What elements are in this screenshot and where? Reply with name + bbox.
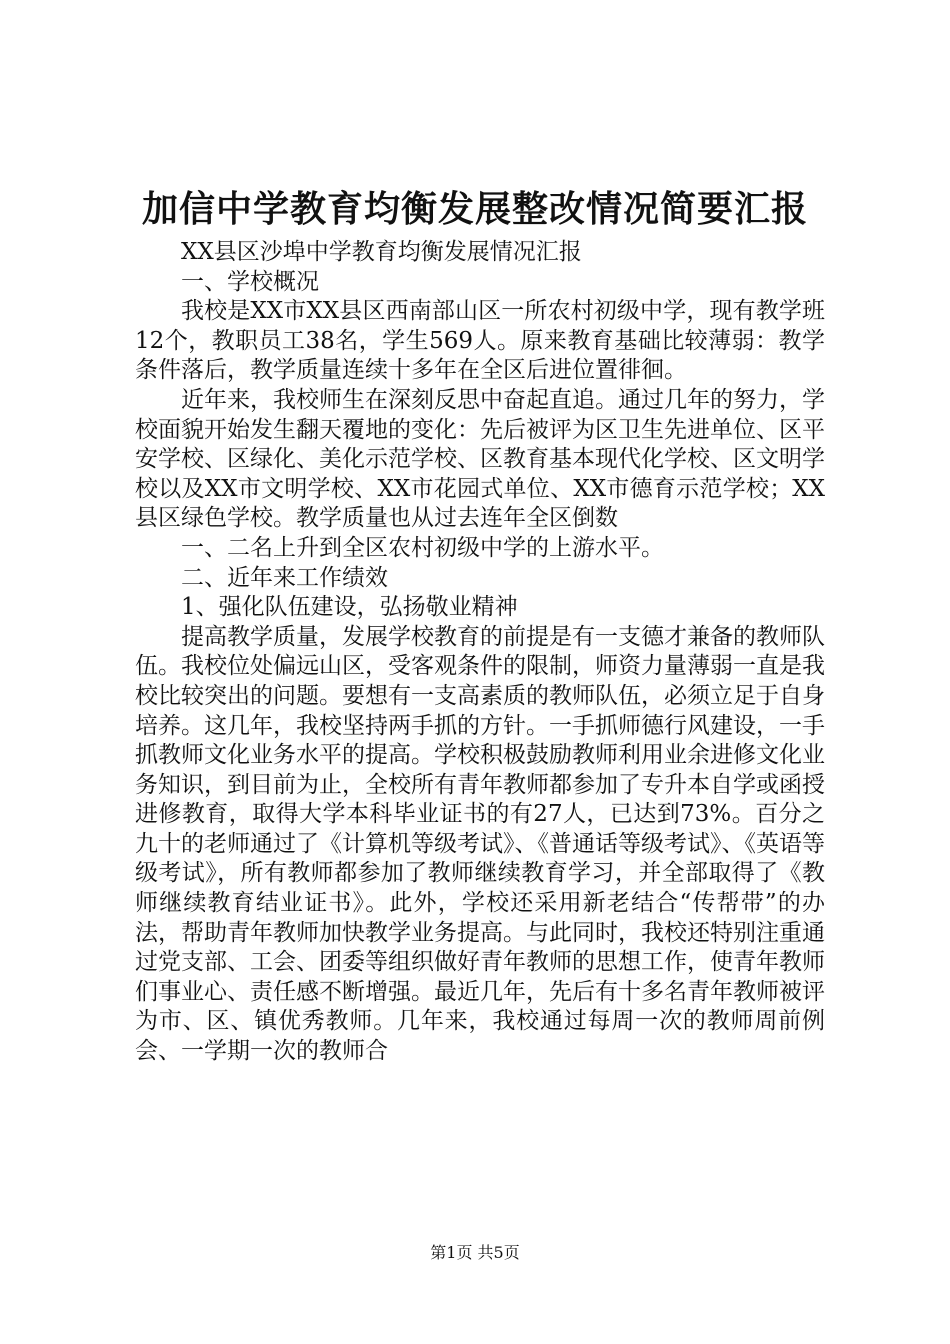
document-title: 加信中学教育均衡发展整改情况简要汇报: [141, 188, 808, 230]
document-body: [135, 238, 825, 1067]
paragraph-heading-school-overview: 一、学校概况: [181, 268, 319, 295]
paragraph-heading-team-building: 1、强化队伍建设，弘扬敬业精神: [181, 594, 518, 621]
paragraph-school-intro: 我校是XX市XX县区西南部山区一所农村初级中学，现有教学班12个，教职员工38名，学生569人。原来教育基础比较薄弱：教学条件落后，教学质量连续十多年在全区后进位置徘徊。: [135, 298, 825, 384]
paragraph-ranking: 一、二名上升到全区农村初级中学的上游水平。: [181, 534, 664, 561]
paragraph-team-building-detail: 提高教学质量，发展学校教育的前提是有一支德才兼备的教师队伍。我校位处偏远山区，受客观条件的限制，师资力量薄弱一直是我校比较突出的问题。要想有一支高素质的教师队伍，必须立足于自身培养。这几年，我校坚持两手抓的方针。一手抓师德行风建设，一手抓教师文化业务水平的提高。学校积极鼓励教师利用业余进修文化业务知识，到目前为止，全校所有青年教师都参加了专升本自学或函授进修教育，取得大学本科毕业证书的有27人，已达到73%。百分之九十的老师通过了《计算机等级考试》、《普通话等级考试》、《英语等级考试》，所有教师都参加了教师继续教育学习，并全部取得了《教师继续教育结业证书》。此外，学校还采用新老结合“传帮带”的办法，帮助青年教师加快教学业务提高。与此同时，我校还特别注重通过党支部、工会、团委等组织做好青年教师的思想工作，使青年教师们事业心、责任感不断增强。最近几年，先后有十多名青年教师被评为市、区、镇优秀教师。几年来，我校通过每周一次的教师周前例会、一学期一次的教师合: [135, 623, 825, 1065]
paragraph-report-subtitle: XX县区沙埠中学教育均衡发展情况汇报: [181, 239, 582, 265]
paragraph-recent-years: 近年来，我校师生在深刻反思中奋起直追。通过几年的努力，学校面貌开始发生翻天覆地的变化：先后被评为区卫生先进单位、区平安学校、区绿化、美化示范学校、区教育基本现代化学校、区文明学校以及XX市文明学校、XX市花园式单位、XX市德育示范学校；XX县区绿色学校。教学质量也从过去连年全区倒数: [135, 386, 825, 532]
page-footer: 第1页 共5页: [430, 1243, 520, 1262]
paragraph-heading-achievements: 二、近年来工作绩效: [181, 564, 388, 591]
